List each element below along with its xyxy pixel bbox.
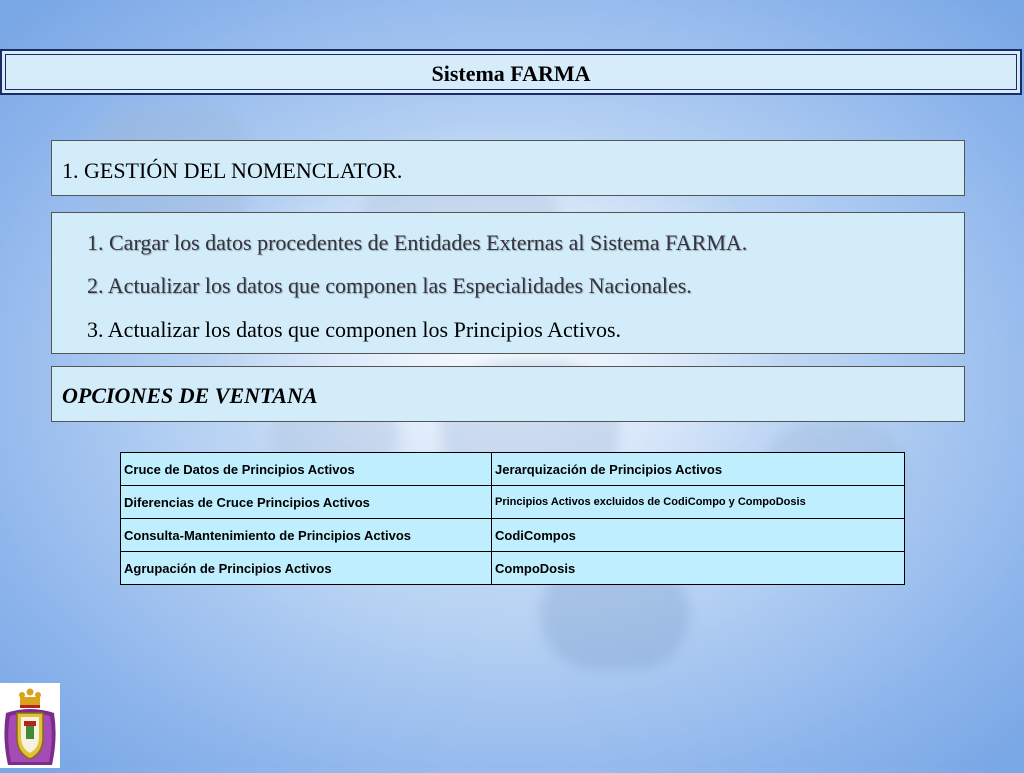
option-cell[interactable]: CodiCompos — [492, 519, 905, 552]
option-cell[interactable]: Agrupación de Principios Activos — [121, 552, 492, 585]
option-cell[interactable]: Jerarquización de Principios Activos — [492, 453, 905, 486]
table-row — [121, 453, 905, 486]
option-cell[interactable]: Cruce de Datos de Principios Activos — [121, 453, 492, 486]
title-bar — [0, 49, 1022, 95]
option-cell[interactable]: CompoDosis — [492, 552, 905, 585]
coat-of-arms-icon — [0, 683, 60, 768]
list-item[interactable]: 3. Actualizar los datos que componen los Principios Activos. — [87, 317, 622, 342]
list-item[interactable]: 1. Cargar los datos procedentes de Entidades Externas al Sistema FARMA. — [87, 230, 748, 255]
options-heading: OPCIONES DE VENTANA — [62, 383, 318, 408]
table-row — [121, 519, 905, 552]
section-heading: 1. GESTIÓN DEL NOMENCLATOR. — [62, 158, 403, 183]
option-cell[interactable]: Principios Activos excluidos de CodiCompo y CompoDosis — [492, 486, 905, 519]
option-cell[interactable]: Consulta-Mantenimiento de Principios Activos — [121, 519, 492, 552]
table-row — [121, 552, 905, 585]
items-panel — [51, 212, 965, 354]
section-heading-panel — [51, 140, 965, 196]
table-row — [121, 486, 905, 519]
window-options-table — [120, 452, 905, 585]
page-title: Sistema FARMA — [431, 61, 591, 86]
options-heading-panel — [51, 366, 965, 422]
list-item[interactable]: 2. Actualizar los datos que componen las Especialidades Nacionales. — [87, 273, 692, 298]
option-cell[interactable]: Diferencias de Cruce Principios Activos — [121, 486, 492, 519]
